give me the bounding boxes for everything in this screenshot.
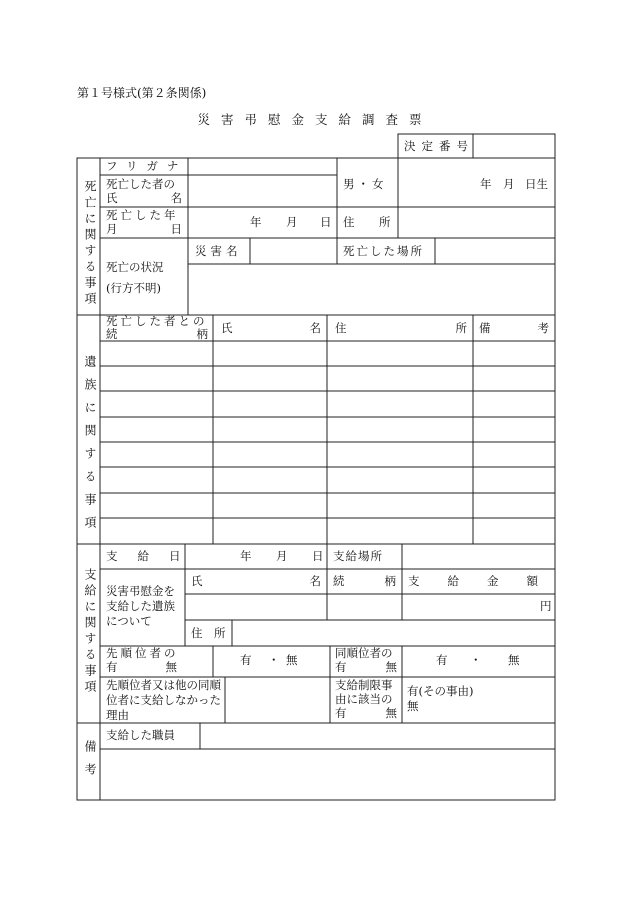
remarks-header: 備 考 <box>479 321 549 335</box>
pay-year-label: 年 <box>240 549 252 563</box>
pay-month-label: 月 <box>276 549 288 563</box>
limit-value-yes[interactable]: 有(その事由) <box>407 684 474 698</box>
pay-date-label: 支給日 <box>106 549 201 563</box>
same-rank-label-2: 有 無 <box>335 660 397 674</box>
pay-place-label: 支給場所 <box>333 549 383 563</box>
deceased-name-label-2: 氏 名 <box>106 191 182 205</box>
death-month-label: 月 <box>286 215 298 229</box>
pay-day-label: 日 <box>312 549 324 563</box>
birth-month-label: 月 <box>503 177 515 191</box>
payment-amount-label: 支給金額 <box>408 574 566 588</box>
recipient-address-b: 所 <box>214 626 226 640</box>
same-no[interactable]: 無 <box>508 653 520 667</box>
death-place-label: 死亡した場所 <box>343 244 424 258</box>
death-year-label: 年 <box>250 215 262 229</box>
non-payment-reason-label: 先順位者又は他の同順位者に支給しなかった理由 <box>106 678 221 722</box>
family-section-heading: 遺族に関する事項 <box>83 355 97 539</box>
recipient-family-label: 災害弔慰金を支給した遺族について <box>106 584 175 628</box>
disaster-name-label: 災害名 <box>195 244 242 258</box>
same-yes[interactable]: 有 <box>436 653 448 667</box>
death-date-label-2: 月 日 <box>106 222 182 236</box>
remarks-section-heading: 備考 <box>83 740 97 786</box>
birth-day-label: 日生 <box>525 177 548 191</box>
prior-rank-label: 先順位者の <box>106 646 179 660</box>
address-label-a: 住 <box>343 215 355 229</box>
prior-yes[interactable]: 有 <box>240 653 252 667</box>
same-separator: ・ <box>470 653 482 667</box>
address-label-b: 所 <box>379 215 391 229</box>
same-rank-label: 同順位者の <box>335 646 393 660</box>
furigana-label: フリガナ <box>106 159 188 173</box>
recipient-address-a: 住 <box>191 626 203 640</box>
death-day-label: 日 <box>320 215 332 229</box>
deceased-name-label: 死亡した者の <box>106 177 175 191</box>
decision-number-label: 決定番号 <box>404 139 474 153</box>
birth-year-label: 年 <box>480 177 492 191</box>
death-section-heading: 死亡に関する事項 <box>83 180 97 308</box>
death-situation-label: 死亡の状況 <box>106 260 164 274</box>
death-date-label: 死亡した年 <box>106 208 179 222</box>
limit-label-3: 有 無 <box>335 706 397 720</box>
address-header: 住 所 <box>335 321 467 335</box>
relation-header: 死亡した者との <box>106 314 208 328</box>
prior-no[interactable]: 無 <box>286 653 298 667</box>
gender-field[interactable]: 男・女 <box>343 177 387 191</box>
limit-value-no[interactable]: 無 <box>407 699 419 713</box>
prior-separator: ・ <box>268 653 280 667</box>
name-header: 氏 名 <box>221 321 321 335</box>
form-number-label: 第１号様式(第２条関係) <box>77 86 207 100</box>
limit-label-1: 支給制限事 <box>335 678 393 692</box>
page-title: 災害弔慰金支給調査票 <box>197 112 433 127</box>
missing-label: (行方不明) <box>106 281 161 295</box>
prior-rank-label-2: 有 無 <box>106 660 177 674</box>
recipient-name-label: 氏 名 <box>191 574 321 588</box>
yen-label: 円 <box>540 599 552 613</box>
staff-label: 支給した職員 <box>106 728 175 742</box>
recipient-relation-label: 続 柄 <box>333 574 396 588</box>
payment-section-heading: 支給に関する事項 <box>83 568 97 696</box>
relation-header-2: 続 柄 <box>106 327 208 341</box>
limit-label-2: 由に該当の <box>335 692 393 706</box>
